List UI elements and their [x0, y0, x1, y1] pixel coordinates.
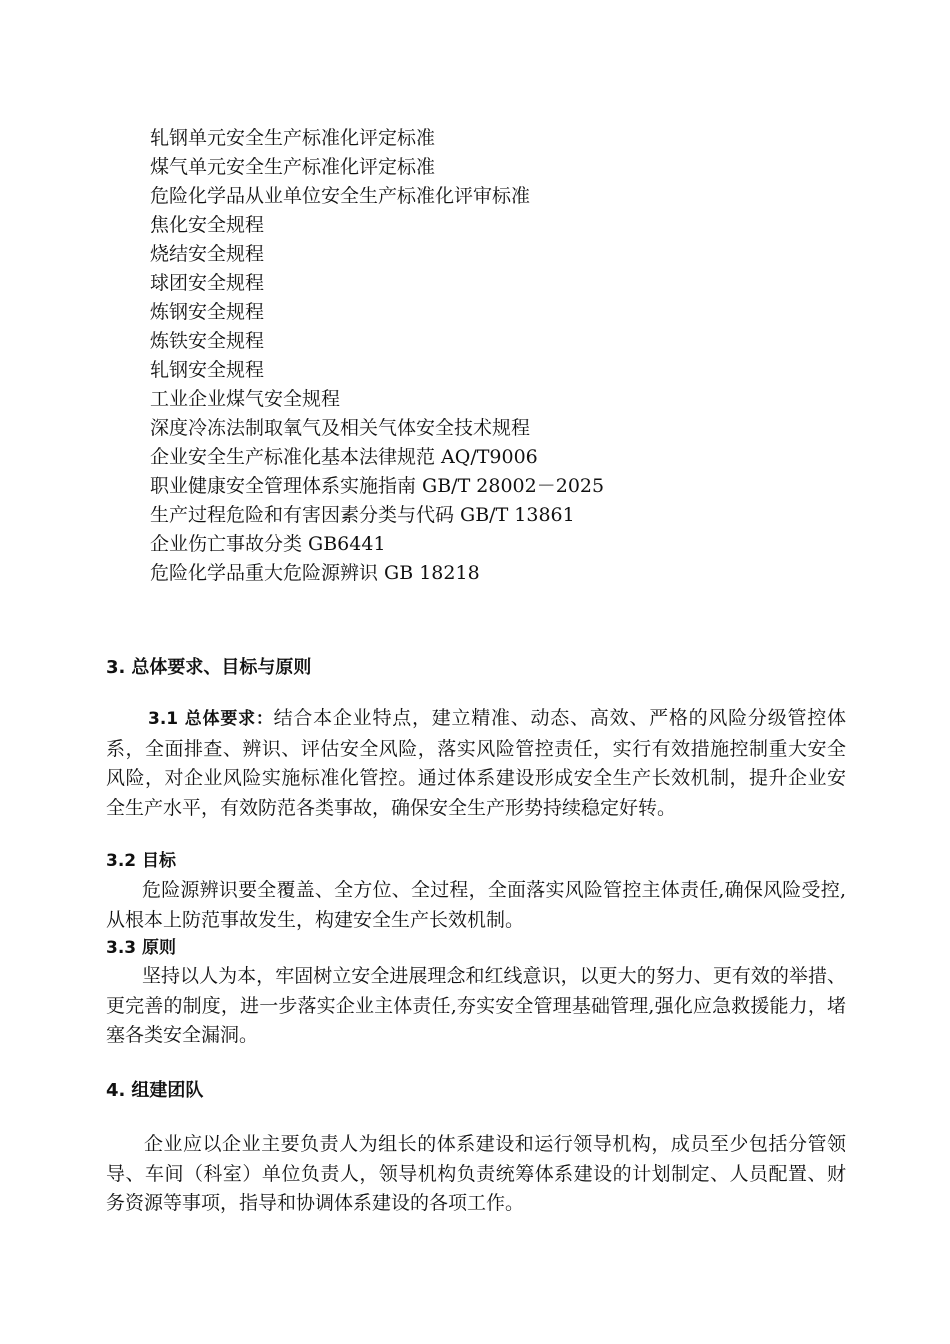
section-3-heading: [106, 655, 311, 681]
reference-standards-list: [150, 124, 850, 588]
list-item: 危险化学品从业单位安全生产标准化评审标准: [150, 185, 531, 207]
section-3-title: 总体要求、目标与原则: [131, 657, 312, 678]
section-3-2-paragraph: 危险源辨识要全覆盖、全方位、全过程，全面落实风险管控主体责任,确保风险受控,从根本上防范事故发生，构建安全生产长效机制。: [106, 879, 846, 931]
section-3-3-paragraph: 坚持以人为本，牢固树立安全进展理念和红线意识，以更大的努力、更有效的举措、更完善的制度，进一步落实企业主体责任,夯实安全管理基础管理,强化应急救援能力，堵塞各类安全漏洞。: [106, 965, 846, 1046]
list-item: 深度冷冻法制取氧气及相关气体安全技术规程: [150, 417, 531, 439]
section-3-3-heading: 3.3 原则: [106, 938, 177, 958]
section-3-2-heading: 3.2 目标: [106, 851, 177, 871]
list-item: 企业伤亡事故分类 GB6441: [150, 533, 386, 555]
list-item: 烧结安全规程: [150, 243, 265, 265]
list-item: 炼钢安全规程: [150, 301, 265, 323]
list-item: 焦化安全规程: [150, 214, 265, 236]
list-item: 球团安全规程: [150, 272, 265, 294]
list-item: 煤气单元安全生产标准化评定标准: [150, 156, 436, 178]
list-item: 危险化学品重大危险源辨识 GB 18218: [150, 562, 480, 584]
list-item: 生产过程危险和有害因素分类与代码 GB/T 13861: [150, 504, 575, 526]
list-item: 轧钢安全规程: [150, 359, 265, 381]
list-item: 企业安全生产标准化基本法律规范 AQ/T9006: [150, 446, 538, 468]
section-3-1-paragraph: [106, 704, 846, 823]
section-3-number: 3.: [106, 657, 126, 678]
section-3-1-text: 结合本企业特点，建立精准、动态、高效、严格的风险分级管控体系，全面排查、辨识、评估安全风险，落实风险管控责任，实行有效措施控制重大安全风险，对企业风险实施标准化管控。通过体系建设形成安全生产长效机制，提升企业安全生产水平，有效防范各类事故，确保安全生产形势持续稳定好转。: [106, 707, 846, 819]
list-item: 炼铁安全规程: [150, 330, 265, 352]
list-item: 工业企业煤气安全规程: [150, 388, 341, 410]
list-item: 职业健康安全管理体系实施指南 GB/T 28002－2025: [150, 475, 605, 497]
list-item: 轧钢单元安全生产标准化评定标准: [150, 127, 436, 149]
section-4-paragraph: 企业应以企业主要负责人为组长的体系建设和运行领导机构，成员至少包括分管领导、车间（科室）单位负责人，领导机构负责统筹体系建设的计划制定、人员配置、财务资源等事项，指导和协调体系建设的各项工作。: [106, 1133, 846, 1214]
section-4-title: 组建团队: [131, 1080, 204, 1101]
section-4-number: 4.: [106, 1080, 126, 1101]
section-4-heading: [106, 1078, 203, 1104]
section-3-1-label: 3.1 总体要求：: [148, 709, 274, 729]
